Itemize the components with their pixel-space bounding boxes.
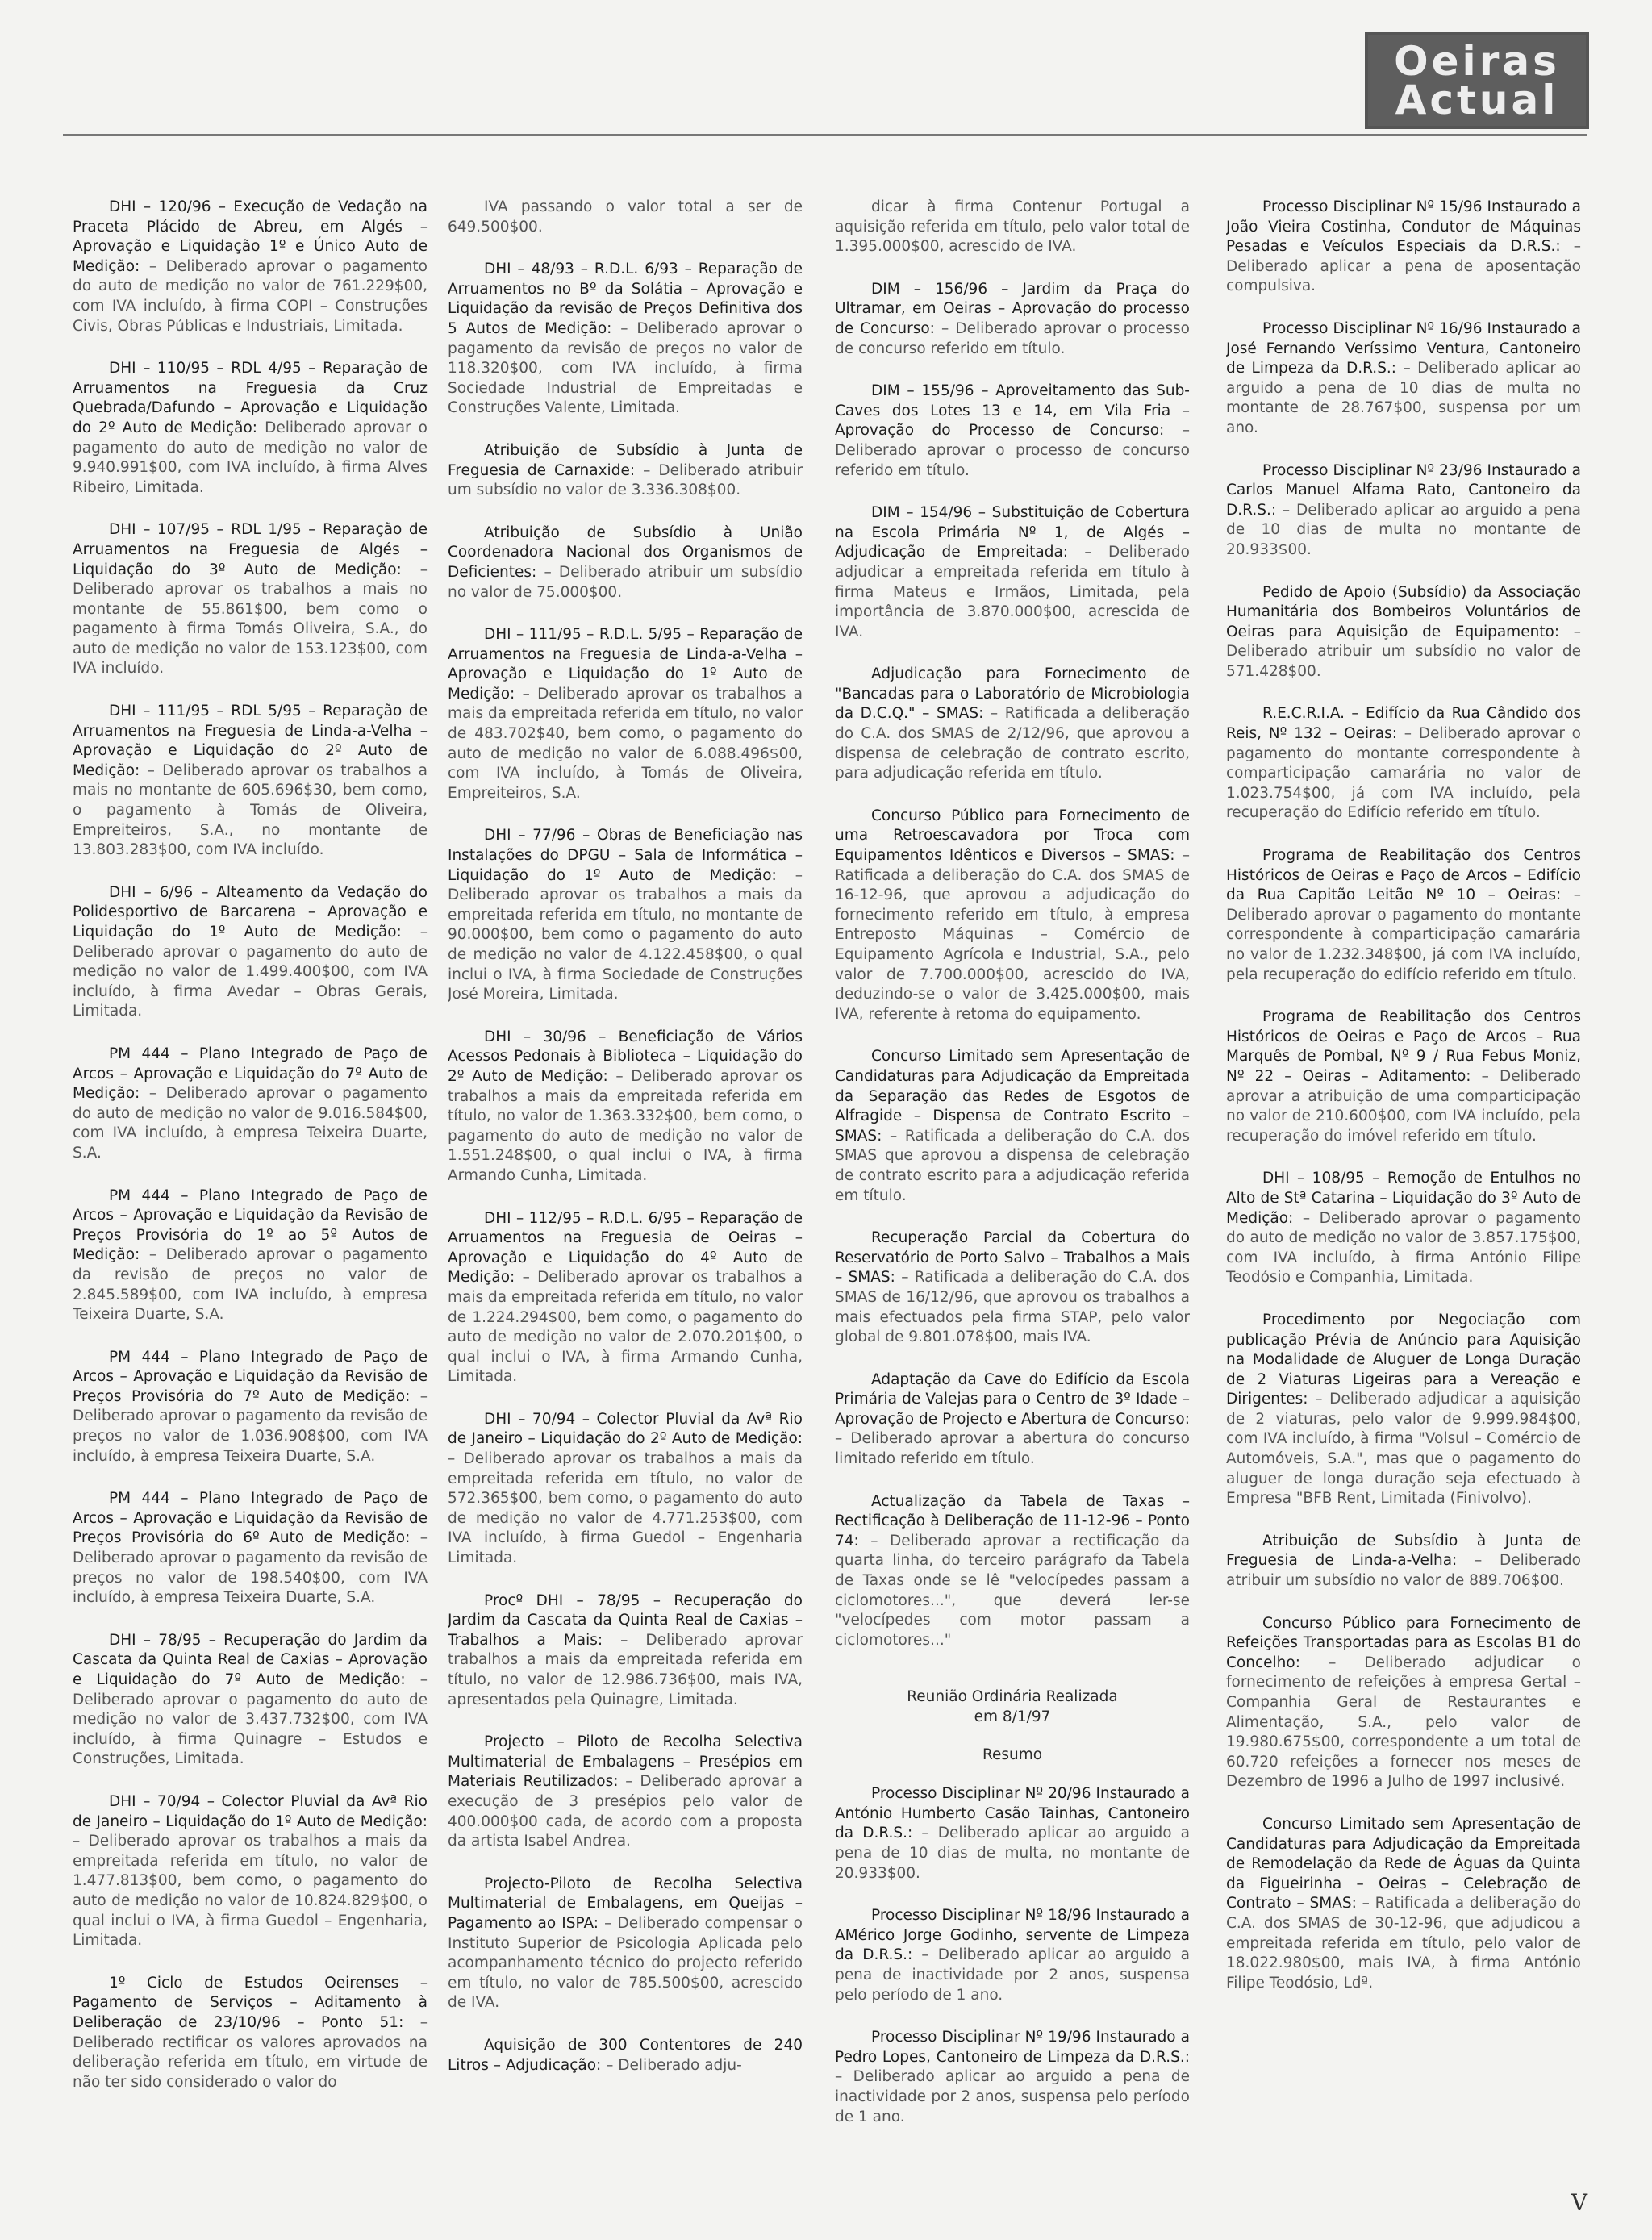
meeting-heading: Reunião Ordinária Realizada xyxy=(907,1688,1118,1706)
item-title: DHI – 48/93 – R.D.L. 6/93 – Reparação de Arruamentos no Bº da Solátia – Aprovação e Liquidação da revisão de Preços Definitiva dos 5 Autos de Medição: xyxy=(448,261,803,337)
item-body: – Ratificada a deliberação do C.A. dos SMAS de 16-12-96, que aprovou a adjudicação do fornecimento referido em título, à empresa Entreposto Máquinas – Comércio de Equipamento Agrícola e Industrial, S.A., pelo valor de 7.700.000$00, acrescido do IVA, deduzindo-se o valor de 3.425.000$00, mais IVA, referente à retoma do equipamento. xyxy=(835,847,1190,1023)
item-body: – Deliberado adjudicar a aquisição de 2 viaturas, pelo valor de 9.999.984$00, com IVA incluído, à firma "Volsul – Comércio de Automóveis, S.A.", mas que o pagamento do aluguer de longa duração seja efectuado à Empresa "BFB Rent, Limitada (Finivolvo). xyxy=(1226,1391,1581,1508)
deliberation-item xyxy=(73,359,428,498)
item-body: – Deliberado atribuir um subsídio no valor de 571.428$00. xyxy=(1226,623,1581,680)
item-body: – Deliberado atribuir um subsídio no valor de 3.336.308$00. xyxy=(448,461,803,499)
header-rule xyxy=(63,134,1587,136)
item-body: – Deliberado aplicar ao arguido a pena de 10 dias de multa, no montante de 20.933$00. xyxy=(835,1825,1190,1882)
item-title: Adaptação da Cave do Edifício da Escola Primária de Valejas para o Centro de 3º Idade – Aprovação de Projecto e Abertura de Concurso: xyxy=(835,1370,1190,1428)
item-body: – Deliberado aprovar os trabalhos a mais da empreitada referida em título, no valor de 483.702$40, bem como, o pagamento do auto de medição no valor de 6.088.496$00, com IVA incluído, à Tomás de Oliveira, Empreiteiros, S.A. xyxy=(448,685,803,802)
item-title: Processo Disciplinar Nº 18/96 Instaurado a AMérico Jorge Godinho, servente de Limpeza da D.R.S.: xyxy=(835,1907,1190,1964)
item-title: DHI – 6/96 – Alteamento da Vedação do Polidesportivo de Barcarena – Aprovação e Liquidação do 1º Auto de Medição: xyxy=(73,883,428,941)
item-title: Processo Disciplinar Nº 19/96 Instaurado a Pedro Lopes, Cantoneiro de Limpeza da D.R.S.: xyxy=(835,2029,1190,2066)
deliberation-item xyxy=(448,625,803,803)
deliberation-item xyxy=(448,524,803,603)
item-title: Concurso Limitado sem Apresentação de Candidaturas para Adjudicação da Empreitada da Separação das Redes de Esgotos de Alfragide – Dispensa de Contrato Escrito – SMAS: xyxy=(835,1048,1190,1145)
item-body: – Deliberado aprovar os trabalhos a mais da empreitada referida em título, no valor de 1.477.813$00, bem como, o pagamento do auto de medição no valor de 10.824.829$00, o qual inclui o IVA, à firma Guedol – Engenharia, Limitada. xyxy=(73,1833,428,1950)
item-title: R.E.C.R.I.A. – Edifício da Rua Cândido dos Reis, Nº 132 – Oeiras: xyxy=(1226,705,1581,743)
item-body: – Deliberado aplicar ao arguido a pena de inactividade por 2 anos, suspensa pelo período de 1 ano. xyxy=(835,1946,1190,2004)
deliberation-item xyxy=(73,702,428,861)
item-title: DHI – 107/95 – RDL 1/95 – Reparação de Arruamentos na Freguesia de Algés – Liquidação do 3º Auto de Medição: xyxy=(73,521,428,578)
column-1 xyxy=(73,198,428,2158)
logo-line-2: Actual xyxy=(1395,77,1559,123)
item-body: – Deliberado aplicar ao arguido a pena de 10 dias de multa no montante de 28.767$00, suspensa por um ano. xyxy=(1226,360,1581,436)
item-body: – Deliberado aprovar o processo de concurso referido em título. xyxy=(835,319,1190,357)
item-title: DHI – 111/95 – R.D.L. 5/95 – Reparação de Arruamentos na Freguesia de Linda-a-Velha – Aprovação e Liquidação do 1º Auto de Medição: xyxy=(448,626,803,703)
deliberation-item xyxy=(448,1591,803,1711)
item-body: – Deliberado compensar o Instituto Superior de Psicologia Aplicada pelo acompanhamento técnico do projecto referido em título, no valor de 785.500$00, acrescido de IVA. xyxy=(448,1914,803,2012)
item-body: – Deliberado aprovar o pagamento do montante correspondente à comparticipação camarária no valor de 1.023.754$00, já com IVA incluído, pela recuperação do Edifício referido em título. xyxy=(1226,725,1581,822)
deliberation-item xyxy=(835,198,1190,257)
deliberation-item xyxy=(448,2036,803,2075)
column-4 xyxy=(1226,198,1581,2158)
item-body: – Ratificada a deliberação do C.A. dos SMAS de 30-12-96, que adjudicou a empreitada referida em título, pelo valor de 18.022.980$00, mais IVA, à firma António Filipe Teodósio, Ldª. xyxy=(1226,1895,1581,1992)
deliberation-item xyxy=(73,1187,428,1325)
item-body: – Deliberado aplicar a pena de aposentação compulsiva. xyxy=(1226,238,1581,295)
item-title: Projecto – Piloto de Recolha Selectiva Multimaterial de Embalagens – Presépios em Materiais Reutilizados: xyxy=(448,1733,803,1791)
logo-line-1: Oeiras xyxy=(1394,38,1560,85)
item-title: DHI – 111/95 – RDL 5/95 – Reparação de Arruamentos na Freguesia de Linda-a-Velha – Aprovação e Liquidação do 2º Auto de Medição: xyxy=(73,703,428,779)
item-title: DHI – 78/95 – Recuperação do Jardim da Cascata da Quinta Real de Caxias – Aprovação e Liquidação do 7º Auto de Medição: xyxy=(73,1631,428,1688)
item-body: – Deliberado aprovar o pagamento do montante correspondente à comparticipação camarária no valor de 1.232.348$00, já com IVA incluído, pela recuperação do edifício referido em título. xyxy=(1226,886,1581,983)
item-body: Deliberado aprovar o pagamento do auto de medição no valor de 9.940.991$00, com IVA incluído, à firma Alves Ribeiro, Limitada. xyxy=(73,419,428,496)
deliberation-item xyxy=(448,1875,803,2013)
item-title: Concurso Limitado sem Apresentação de Candidaturas para Adjudicação da Empreitada de Remodelação da Rede de Águas da Quinta da Figueirinha – Oeiras – Celebração de Contrato – SMAS: xyxy=(1226,1815,1581,1913)
item-title: Processo Disciplinar Nº 15/96 Instaurado a João Vieira Costinha, Condutor de Máquinas Pesadas e Veículos Especiais da D.R.S.: xyxy=(1226,198,1581,256)
deliberation-item xyxy=(73,1348,428,1467)
item-title: PM 444 – Plano Integrado de Paço de Arcos – Aprovação e Liquidação do 7º Auto de Medição: xyxy=(73,1045,428,1103)
item-body: – Deliberado aprovar a execução de 3 presépios pelo valor de 400.000$00 cada, de acordo com a proposta da artista Isabel Andrea. xyxy=(448,1773,803,1850)
item-title: PM 444 – Plano Integrado de Paço de Arcos – Aprovação e Liquidação da Revisão de Preços Provisória do 6º Auto de Medição: xyxy=(73,1490,428,1547)
item-title: DIM – 154/96 – Substituição de Cobertura na Escola Primária Nº 1, de Algés – Adjudicação de Empreitada: xyxy=(835,504,1190,561)
item-body: – Ratificada a deliberação do C.A. dos SMAS de 2/12/96, que aprovou a dispensa de celebração de contrato escrito, para adjudicação referida em título. xyxy=(835,705,1190,782)
deliberation-item xyxy=(1226,1007,1581,1146)
deliberation-item xyxy=(835,1370,1190,1470)
item-title: Concurso Público para Fornecimento de Refeições Transportadas para as Escolas B1 do Concelho: xyxy=(1226,1614,1581,1671)
item-title: DHI – 77/96 – Obras de Beneficiação nas Instalações do DPGU – Sala de Informática – Liquidação do 1º Auto de Medição: xyxy=(448,827,803,884)
item-body: – Deliberado rectificar os valores aprovados na deliberação referida em título, em virtude de não ter sido considerado o valor do xyxy=(73,2013,428,2091)
deliberation-item xyxy=(448,826,803,1004)
item-body: – Deliberado adjudicar o fornecimento de refeições à empresa Gertal – Companhia Geral de Restaurantes e Alimentação, S.A., pelo valor de 19.980.675$00, correspondente a um total de 60.720 refeições a fornecer nos meses de Dezembro de 1996 a Julho de 1997 inclusivé. xyxy=(1226,1654,1581,1791)
item-body: – Deliberado adju- xyxy=(606,2056,742,2074)
deliberation-item xyxy=(835,1784,1190,1883)
item-title: Recuperação Parcial da Cobertura do Reservatório de Porto Salvo – Trabalhos a Mais – SMAS: xyxy=(835,1229,1190,1287)
item-body: – Deliberado aprovar o pagamento do auto de medição no valor de 761.229$00, com IVA incluído, à firma COPI – Construções Civis, Obras Públicas e Industriais, Limitada. xyxy=(73,257,428,335)
item-body: – Deliberado aprovar o pagamento do auto de medição no valor de 9.016.584$00, com IVA incluído, à empresa Teixeira Duarte, S.A. xyxy=(73,1085,428,1162)
item-body: – Deliberado aprovar o pagamento da revisão de preços no valor de 2.845.589$00, com IVA incluído, à empresa Teixeira Duarte, S.A. xyxy=(73,1246,428,1324)
deliberation-item xyxy=(73,883,428,1022)
deliberation-item xyxy=(835,1492,1190,1651)
item-title: Procedimento por Negociação com publicação Prévia de Anúncio para Aquisição na Modalidade de Aluguer de Longa Duração de 2 Viaturas Ligeiras para a Vereação e Dirigentes: xyxy=(1226,1311,1581,1408)
item-title: DHI – 120/96 – Execução de Vedação na Praceta Plácido de Abreu, em Algés – Aprovação e Liquidação 1º e Único Auto de Medição: xyxy=(73,198,428,275)
item-title: DIM – 155/96 – Aproveitamento das Sub-Caves dos Lotes 13 e 14, em Vila Fria – Aprovação do Processo de Concurso: xyxy=(835,382,1190,440)
page-number: V xyxy=(1571,2189,1587,2216)
item-body: – Deliberado aprovar o processo de concurso referido em título. xyxy=(835,422,1190,479)
item-title: Aquisição de 300 Contentores de 240 Litros – Adjudicação: xyxy=(448,2036,803,2074)
item-title: Processo Disciplinar Nº 20/96 Instaurado a António Humberto Casão Tainhas, Cantoneiro da D.R.S.: xyxy=(835,1785,1190,1842)
deliberation-item xyxy=(448,1410,803,1569)
deliberation-item xyxy=(1226,319,1581,439)
deliberation-item xyxy=(835,1906,1190,2005)
item-title: Actualização da Tabela de Taxas – Rectificação à Deliberação de 11-12-96 – Ponto 74: xyxy=(835,1492,1190,1550)
item-title: Adjudicação para Fornecimento de "Bancadas para o Laboratório de Microbiologia da D.C.Q." – SMAS: xyxy=(835,665,1190,723)
item-title: Atribuição de Subsídio à Junta de Freguesia de Linda-a-Velha: xyxy=(1226,1532,1581,1570)
item-body: – Ratificada a deliberação do C.A. dos SMAS de 16/12/96, que aprovou os trabalhos a mais efectuados pela firma STAP, pelo valor global de 9.801.078$00, mais IVA. xyxy=(835,1269,1190,1346)
item-body: – Deliberado aprovar o pagamento do auto de medição no valor de 3.437.732$00, com IVA incluído, à firma Quinagre – Estudos e Construções, Limitada. xyxy=(73,1671,428,1768)
item-title: Programa de Reabilitação dos Centros Históricos de Oeiras e Paço de Arcos – Rua Marquês de Pombal, Nº 9 / Rua Febus Moniz, Nº 22 – Oeiras – Aditamento: xyxy=(1226,1008,1581,1085)
item-title: Atribuição de Subsídio à União Coordenadora Nacional dos Organismos de Deficientes: xyxy=(448,524,803,581)
item-title: DIM – 156/96 – Jardim da Praça do Ultramar, em Oeiras – Aprovação do processo de Concurso: xyxy=(835,280,1190,337)
deliberation-item xyxy=(1226,583,1581,682)
item-body: – Deliberado aprovar o pagamento da revisão de preços no valor de 198.540$00, com IVA incluído, à empresa Teixeira Duarte, S.A. xyxy=(73,1529,428,1607)
deliberation-item xyxy=(73,1631,428,1770)
item-body: – Ratificada a deliberação do C.A. dos SMAS que aprovou a dispensa de celebração de contrato escrito para a adjudicação referida em título. xyxy=(835,1127,1190,1204)
item-body: – Deliberado aprovar a atribuição de uma comparticipação no valor de 210.600$00, com IVA incluído, pela recuperação do imóvel referido em título. xyxy=(1226,1067,1581,1145)
item-body: – Deliberado aprovar o pagamento da revisão de preços no valor de 118.320$00, com IVA incluído, à firma Sociedade Industrial de Empreitadas e Construções Valente, Limitada. xyxy=(448,319,803,417)
item-title: Processo Disciplinar Nº 16/96 Instaurado a José Fernando Veríssimo Ventura, Cantoneiro de Limpeza da D.R.S.: xyxy=(1226,319,1581,378)
meeting-date: em 8/1/97 xyxy=(974,1708,1051,1725)
deliberation-item xyxy=(448,260,803,419)
item-body: – Deliberado atribuir um subsídio no valor de 75.000$00. xyxy=(448,563,803,601)
oeiras-actual-logo xyxy=(1365,32,1589,129)
item-title: Procº DHI – 78/95 – Recuperação do Jardim da Cascata da Quinta Real de Caxias – Trabalhos a Mais: xyxy=(448,1591,803,1649)
item-title: DHI – 110/95 – RDL 4/95 – Reparação de Arruamentos na Freguesia da Cruz Quebrada/Dafundo – Aprovação e Liquidação do 2º Auto de Medição: xyxy=(73,360,428,436)
item-body: – Deliberado aprovar os trabalhos a mais da empreitada referida em título, no valor de 1.363.332$00, bem como, o pagamento do auto de medição no valor de 1.551.248$00, o qual inclui o IVA, à firma Armando Cunha, Limitada. xyxy=(448,1067,803,1184)
item-title: PM 444 – Plano Integrado de Paço de Arcos – Aprovação e Liquidação da Revisão de Preços Provisória do 1º ao 5º Autos de Medição: xyxy=(73,1187,428,1264)
deliberation-item xyxy=(1226,1532,1581,1591)
deliberation-item xyxy=(835,280,1190,359)
deliberation-item xyxy=(835,503,1190,642)
item-body: – Deliberado aprovar a abertura do concurso limitado referido em título. xyxy=(835,1430,1190,1468)
deliberation-item xyxy=(1226,704,1581,824)
item-title: DHI – 112/95 – R.D.L. 6/95 – Reparação de Arruamentos na Freguesia de Oeiras – Aprovação e Liquidação do 4º Auto de Medição: xyxy=(448,1209,803,1287)
deliberation-item xyxy=(1226,1614,1581,1792)
item-body: – Deliberado aprovar a rectificação da quarta linha, do terceiro parágrafo da Tabela de Taxas onde se lê "velocípedes passam a ciclomotores...", que deverá ler-se "velocípedes com motor passam a ciclomotores..." xyxy=(835,1532,1190,1649)
deliberation-item xyxy=(73,1489,428,1608)
deliberation-item xyxy=(73,198,428,336)
deliberation-item xyxy=(835,807,1190,1025)
item-title: Programa de Reabilitação dos Centros Históricos de Oeiras e Paço de Arcos – Edifício da Rua Capitão Leitão Nº 10 – Oeiras: xyxy=(1226,847,1581,904)
item-body: – Deliberado aprovar o pagamento da revisão de preços no valor de 1.036.908$00, com IVA incluído, à empresa Teixeira Duarte, S.A. xyxy=(73,1387,428,1465)
item-title: DHI – 70/94 – Colector Pluvial da Avª Rio de Janeiro – Liquidação do 1º Auto de Medição: xyxy=(73,1792,428,1830)
item-title: Processo Disciplinar Nº 23/96 Instaurado a Carlos Manuel Alfama Rato, Cantoneiro da D.R.S.: xyxy=(1226,461,1581,519)
deliberation-item xyxy=(835,1228,1190,1348)
deliberation-item xyxy=(1226,1311,1581,1509)
item-title: Pedido de Apoio (Subsídio) da Associação Humanitária dos Bombeiros Voluntários de Oeiras para Aquisição de Equipamento: xyxy=(1226,583,1581,640)
item-body: – Deliberado aprovar os trabalhos a mais da empreitada referida em título, no montante de 90.000$00, bem como o pagamento do auto de medição no valor de 4.122.458$00, o qual inclui o IVA, à firma Sociedade de Construções José Moreira, Limitada. xyxy=(448,866,803,1003)
item-body: IVA passando o valor total a ser de 649.500$00. xyxy=(448,198,803,236)
item-body: – Deliberado aprovar os trabalhos a mais da empreitada referida em título, no valor de 572.365$00, bem como, o pagamento do auto de medição no valor de 4.771.253$00, com IVA incluído, à firma Guedol – Engenharia Limitada. xyxy=(448,1450,803,1567)
column-3-items xyxy=(835,198,1190,1650)
item-body: dicar à firma Contenur Portugal a aquisição referida em título, pelo valor total de 1.395.000$00, acrescido de IVA. xyxy=(835,198,1190,256)
deliberation-item xyxy=(835,2028,1190,2127)
deliberation-item xyxy=(1226,1169,1581,1288)
deliberation-item xyxy=(73,1792,428,1951)
meeting-summary: Resumo xyxy=(982,1746,1043,1763)
item-title: Atribuição de Subsídio à Junta de Freguesia de Carnaxide: xyxy=(448,441,803,479)
deliberation-item xyxy=(1226,198,1581,297)
deliberation-item xyxy=(1226,1815,1581,1993)
item-body: – Deliberado aplicar ao arguido a pena de inactividade por 2 anos, suspensa pelo período de 1 ano. xyxy=(835,2068,1190,2125)
deliberation-item xyxy=(835,665,1190,784)
item-body: – Deliberado aprovar o pagamento do auto de medição no valor de 3.857.175$00, com IVA incluído, à firma António Filipe Teodósio e Companhia, Limitada. xyxy=(1226,1209,1581,1287)
item-title: DHI – 108/95 – Remoção de Entulhos no Alto de Stª Catarina – Liquidação do 3º Auto de Medição: xyxy=(1226,1170,1581,1227)
item-title: Concurso Público para Fornecimento de uma Retroescavadora por Troca com Equipamentos Idênticos e Diversos – SMAS: xyxy=(835,807,1190,865)
item-title: PM 444 – Plano Integrado de Paço de Arcos – Aprovação e Liquidação da Revisão de Preços Provisória do 7º Auto de Medição: xyxy=(73,1348,428,1405)
deliberation-item xyxy=(448,1028,803,1187)
deliberation-item xyxy=(448,1209,803,1387)
deliberation-item xyxy=(835,1047,1190,1206)
item-title: Projecto-Piloto de Recolha Selectiva Multimaterial de Embalagens, em Queijas – Pagamento ao ISPA: xyxy=(448,1875,803,1932)
deliberation-item xyxy=(448,441,803,501)
item-body: – Deliberado adjudicar a empreitada referida em título à firma Mateus e Irmãos, Limitada, pela importância de 3.870.000$00, acrescida de IVA. xyxy=(835,544,1190,640)
deliberation-item xyxy=(73,520,428,679)
deliberation-item xyxy=(73,1974,428,2093)
item-title: DHI – 70/94 – Colector Pluvial da Avª Rio de Janeiro – Liquidação do 2º Auto de Medição: xyxy=(448,1410,803,1448)
item-body: – Deliberado aplicar ao arguido a pena de 10 dias de multa no montante de 20.933$00. xyxy=(1226,501,1581,558)
column-3 xyxy=(835,198,1190,2158)
item-body: – Deliberado aprovar os trabalhos a mais no montante de 55.861$00, bem como o pagamento à firma Tomás Oliveira, S.A., do auto de medição no valor de 153.123$00, com IVA incluído. xyxy=(73,561,428,678)
deliberation-item xyxy=(1226,846,1581,985)
item-body: – Deliberado atribuir um subsídio no valor de 889.706$00. xyxy=(1226,1552,1581,1590)
item-body: – Deliberado aprovar os trabalhos a mais no montante de 605.696$30, bem como, o pagamento à Tomás de Oliveira, Empreiteiros, S.A., no montante de 13.803.283$00, com IVA incluído. xyxy=(73,761,428,859)
item-title: 1º Ciclo de Estudos Oeirenses – Pagamento de Serviços – Aditamento à Deliberação de 23/10/96 – Ponto 51: xyxy=(73,1974,428,2031)
deliberation-item xyxy=(448,198,803,237)
column-3-after xyxy=(835,1784,1190,2127)
deliberation-item xyxy=(835,382,1190,481)
deliberation-item xyxy=(73,1045,428,1164)
deliberation-item xyxy=(1226,461,1581,561)
item-body: – Deliberado aprovar trabalhos a mais da empreitada referida em título, no valor de 12.986.736$00, mais IVA, apresentados pela Quinagre, Limitada. xyxy=(448,1631,803,1708)
item-title: DHI – 30/96 – Beneficiação de Vários Acessos Pedonais à Biblioteca – Liquidação do 2º Auto de Medição: xyxy=(448,1028,803,1085)
column-2 xyxy=(448,198,803,2158)
item-body: – Deliberado aprovar o pagamento do auto de medição no valor de 1.499.400$00, com IVA incluído, à firma Avedar – Obras Gerais, Limitada. xyxy=(73,924,428,1020)
deliberation-item xyxy=(448,1733,803,1852)
item-body: – Deliberado aprovar os trabalhos a mais da empreitada referida em título, no valor de 1.224.294$00, bem como, o pagamento do auto de medição no valor de 2.070.201$00, o qual inclui o IVA, à firma Armando Cunha, Limitada. xyxy=(448,1269,803,1386)
